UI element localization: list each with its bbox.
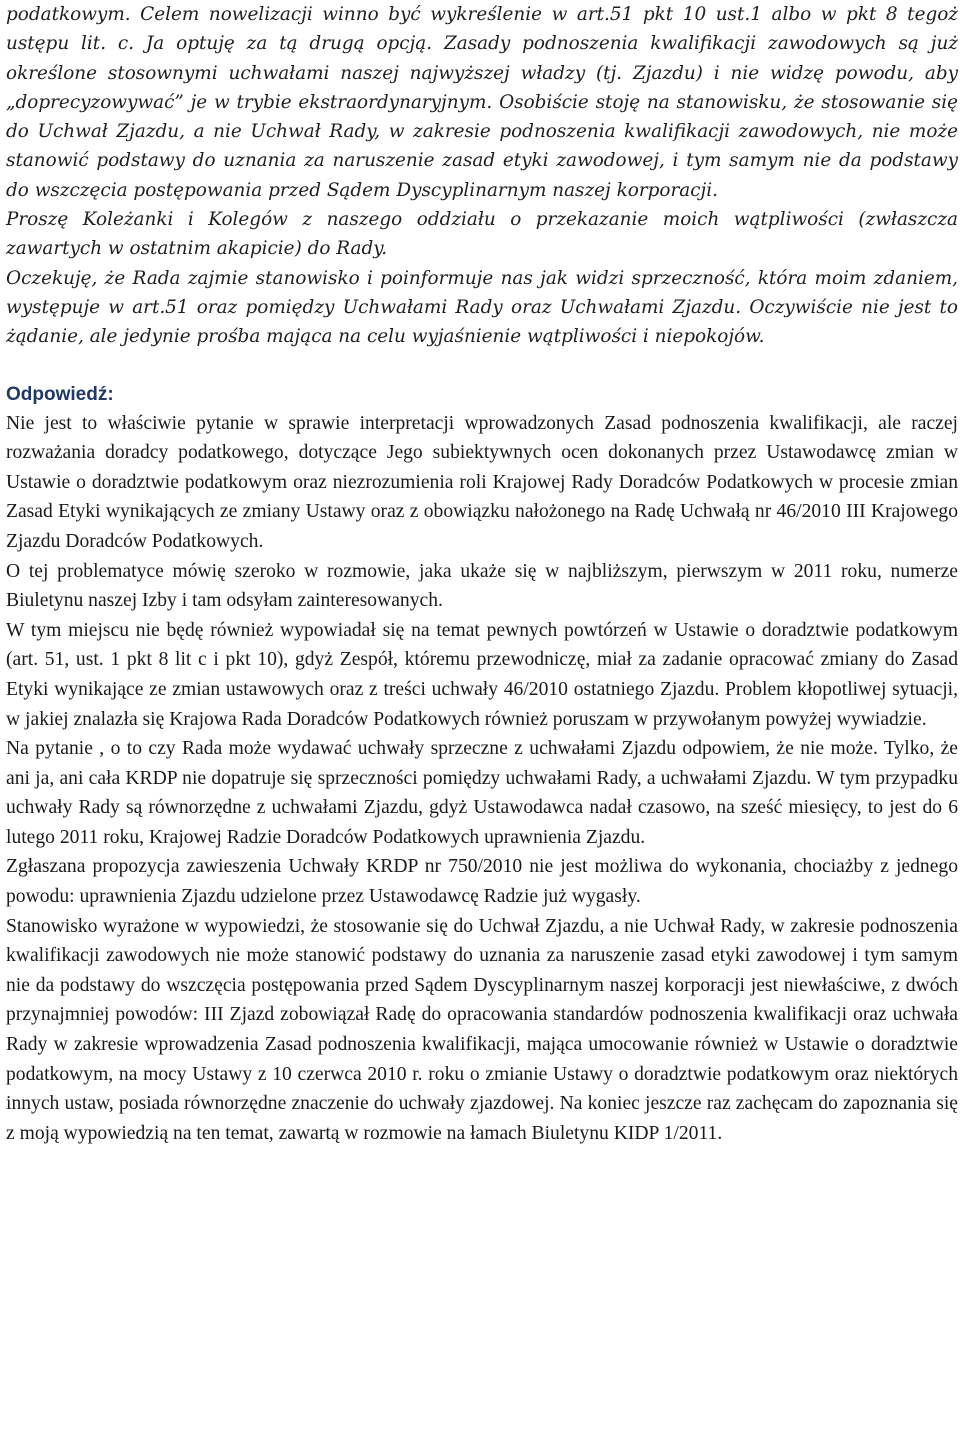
section-spacer (6, 352, 958, 380)
answer-paragraph: Stanowisko wyrażone w wypowiedzi, że stosowanie się do Uchwał Zjazdu, a nie Uchwał Rady, w zakresie podnoszenia kwalifikacji zawodowych nie może stanowić podstawy do uznania za naruszenie zasad etyki zawodowej i tym samym nie da podstawy do wszczęcia postępowania przed Sądem Dyscyplinarnym naszej korporacji jest niewłaściwe, z dwóch przynajmniej powodów: III Zjazd zobowiązał Radę do opracowania standardów podnoszenia kwalifikacji oraz uchwała Rady w zakresie wprowadzenia Zasad podnoszenia kwalifikacji, mająca umocowanie również w Ustawie o doradztwie podatkowym, na mocy Ustawy z 10 czerwca 2010 r. roku o zmianie Ustawy o doradztwie podatkowym oraz niektórych innych ustaw, posiada równorzędne znaczenie do uchwały zjazdowej. Na koniec jeszcze raz zachęcam do zapoznania się z moją wypowiedzią na ten temat, zawartą w rozmowie na łamach Biuletynu KIDP 1/2011. (6, 915, 958, 1144)
question-paragraph: podatkowym. Celem nowelizacji winno być wykreślenie w art.51 pkt 10 ust.1 albo w pkt 8 tegoż ustępu lit. c. Ja optuję za tą drugą opcją. Zasady podnoszenia kwalifikacji zawodowych są już określone stosownymi uchwałami naszej najwyższej władzy (tj. Zjazdu) i nie widzę powodu, aby „doprecyzowywać” je w trybie ekstraordynaryjnym. Osobiście stoję na stanowisku, że stosowanie się do Uchwał Zjazdu, a nie Uchwał Rady, w zakresie podnoszenia kwalifikacji zawodowych, nie może stanowić podstawy do uznania za naruszenie zasad etyki zawodowej, i tym samym nie da podstawy do wszczęcia postępowania przed Sądem Dyscyplinarnym naszej korporacji. (6, 4, 958, 201)
answer-paragraph: Zgłaszana propozycja zawieszenia Uchwały KRDP nr 750/2010 nie jest możliwa do wykonania, chociażby z jednego powodu: uprawnienia Zjazdu udzielone przez Ustawodawcę Radzie już wygasły. (6, 856, 958, 908)
question-paragraph: Oczekuję, że Rada zajmie stanowisko i poinformuje nas jak widzi sprzeczność, która moim zdaniem, występuje w art.51 oraz pomiędzy Uchwałami Rady oraz Uchwałami Zjazdu. Oczywiście nie jest to żądanie, ale jedynie prośba mająca na celu wyjaśnienie wątpliwości i niepokojów. (6, 267, 958, 348)
answer-heading: Odpowiedź: (6, 383, 114, 405)
answer-paragraph: W tym miejscu nie będę również wypowiadał się na temat pewnych powtórzeń w Ustawie o doradztwie podatkowym (art. 51, ust. 1 pkt 8 lit c i pkt 10), gdyż Zespół, któremu przewodniczę, miał za zadanie opracować zmiany do Zasad Etyki wynikające ze zmian ustawowych oraz z treści uchwały 46/2010 ostatniego Zjazdu. Problem kłopotliwej sytuacji, w jakiej znalazła się Krajowa Rada Doradców Podatkowych również poruszam w przywołanym powyżej wywiadzie. (6, 619, 958, 730)
answer-paragraph: Na pytanie , o to czy Rada może wydawać uchwały sprzeczne z uchwałami Zjazdu odpowiem, że nie może. Tylko, że ani ja, ani cała KRDP nie dopatruje się sprzeczności pomiędzy uchwałami Rady, a uchwałami Zjazdu. W tym przypadku uchwały Rady są równorzędne z uchwałami Zjazdu, gdyż Ustawodawca nadał czasowo, na sześć miesięcy, to jest do 6 lutego 2011 roku, Krajowej Radzie Doradców Podatkowych uprawnienia Zjazdu. (6, 738, 958, 848)
document-page (6, 0, 958, 1148)
answer-paragraph: O tej problematyce mówię szeroko w rozmowie, jaka ukaże się w najbliższym, pierwszym w 2011 roku, numerze Biuletynu naszej Izby i tam odsyłam zainteresowanych. (6, 560, 958, 612)
question-section (6, 0, 958, 352)
question-paragraph: Proszę Koleżanki i Kolegów z naszego oddziału o przekazanie moich wątpliwości (zwłaszcza zawartych w ostatnim akapicie) do Rady. (6, 209, 958, 260)
answer-paragraph: Nie jest to właściwie pytanie w sprawie interpretacji wprowadzonych Zasad podnoszenia kwalifikacji, ale raczej rozważania doradcy podatkowego, dotyczące Jego subiektywnych ocen dokonanych przez Ustawodawcę zmian w Ustawie o doradztwie podatkowym oraz niezrozumienia roli Krajowej Rady Doradców Podatkowych w procesie zmian Zasad Etyki wynikających ze zmiany Ustawy oraz z obowiązku nałożonego na Radę Uchwałą nr 46/2010 III Krajowego Zjazdu Doradców Podatkowych. (6, 412, 958, 552)
answer-section (6, 409, 958, 1149)
